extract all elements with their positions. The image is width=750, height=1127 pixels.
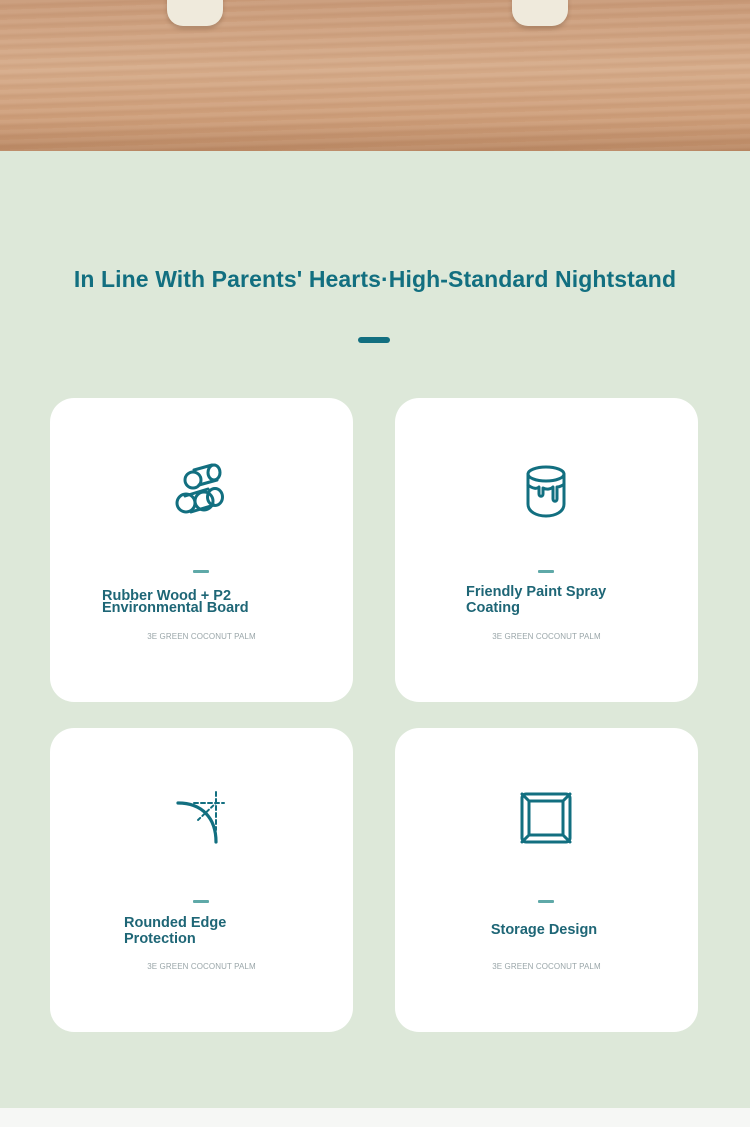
feature-card-storage <box>395 728 698 1032</box>
rounded-corner-icon <box>168 786 234 852</box>
feature-label <box>102 590 302 615</box>
paint-bucket-icon <box>513 456 579 522</box>
feature-label-line: Rubber Wood + P2 <box>102 588 232 604</box>
feature-label-line: Protection <box>124 930 196 947</box>
nightstand-foot-right <box>512 0 568 26</box>
feature-divider <box>538 900 554 903</box>
wood-logs-icon <box>168 456 234 522</box>
feature-brand-text: 3E GREEN COCONUT PALM <box>492 632 601 641</box>
feature-divider <box>193 570 209 573</box>
product-photo <box>0 0 750 151</box>
feature-label-line: Storage Design <box>490 922 598 938</box>
feature-brand-text: 3E GREEN COCONUT PALM <box>492 962 601 971</box>
floor-shade <box>0 120 750 151</box>
storage-box-icon <box>513 786 579 852</box>
feature-brand-text: 3E GREEN COCONUT PALM <box>147 632 256 641</box>
feature-divider <box>193 900 209 903</box>
feature-label <box>466 585 656 617</box>
feature-card-rounded-edge <box>50 728 353 1032</box>
title-underline <box>358 337 390 343</box>
feature-label <box>395 923 693 939</box>
feature-label-line: Environmental Board <box>102 600 249 617</box>
feature-card-paint-coating <box>395 398 698 702</box>
next-section-edge <box>0 1108 750 1127</box>
feature-label-line: Rounded Edge <box>124 915 227 931</box>
feature-brand-text: 3E GREEN COCONUT PALM <box>147 962 256 971</box>
nightstand-foot-left <box>167 0 223 26</box>
feature-label-line: Friendly Paint Spray <box>466 584 607 600</box>
feature-divider <box>538 570 554 573</box>
feature-card-rubber-wood <box>50 398 353 702</box>
section-title: In Line With Parents' Hearts·High-Standard Nightstand <box>73 266 677 292</box>
feature-label-line: Coating <box>466 599 520 616</box>
feature-label <box>124 916 284 948</box>
